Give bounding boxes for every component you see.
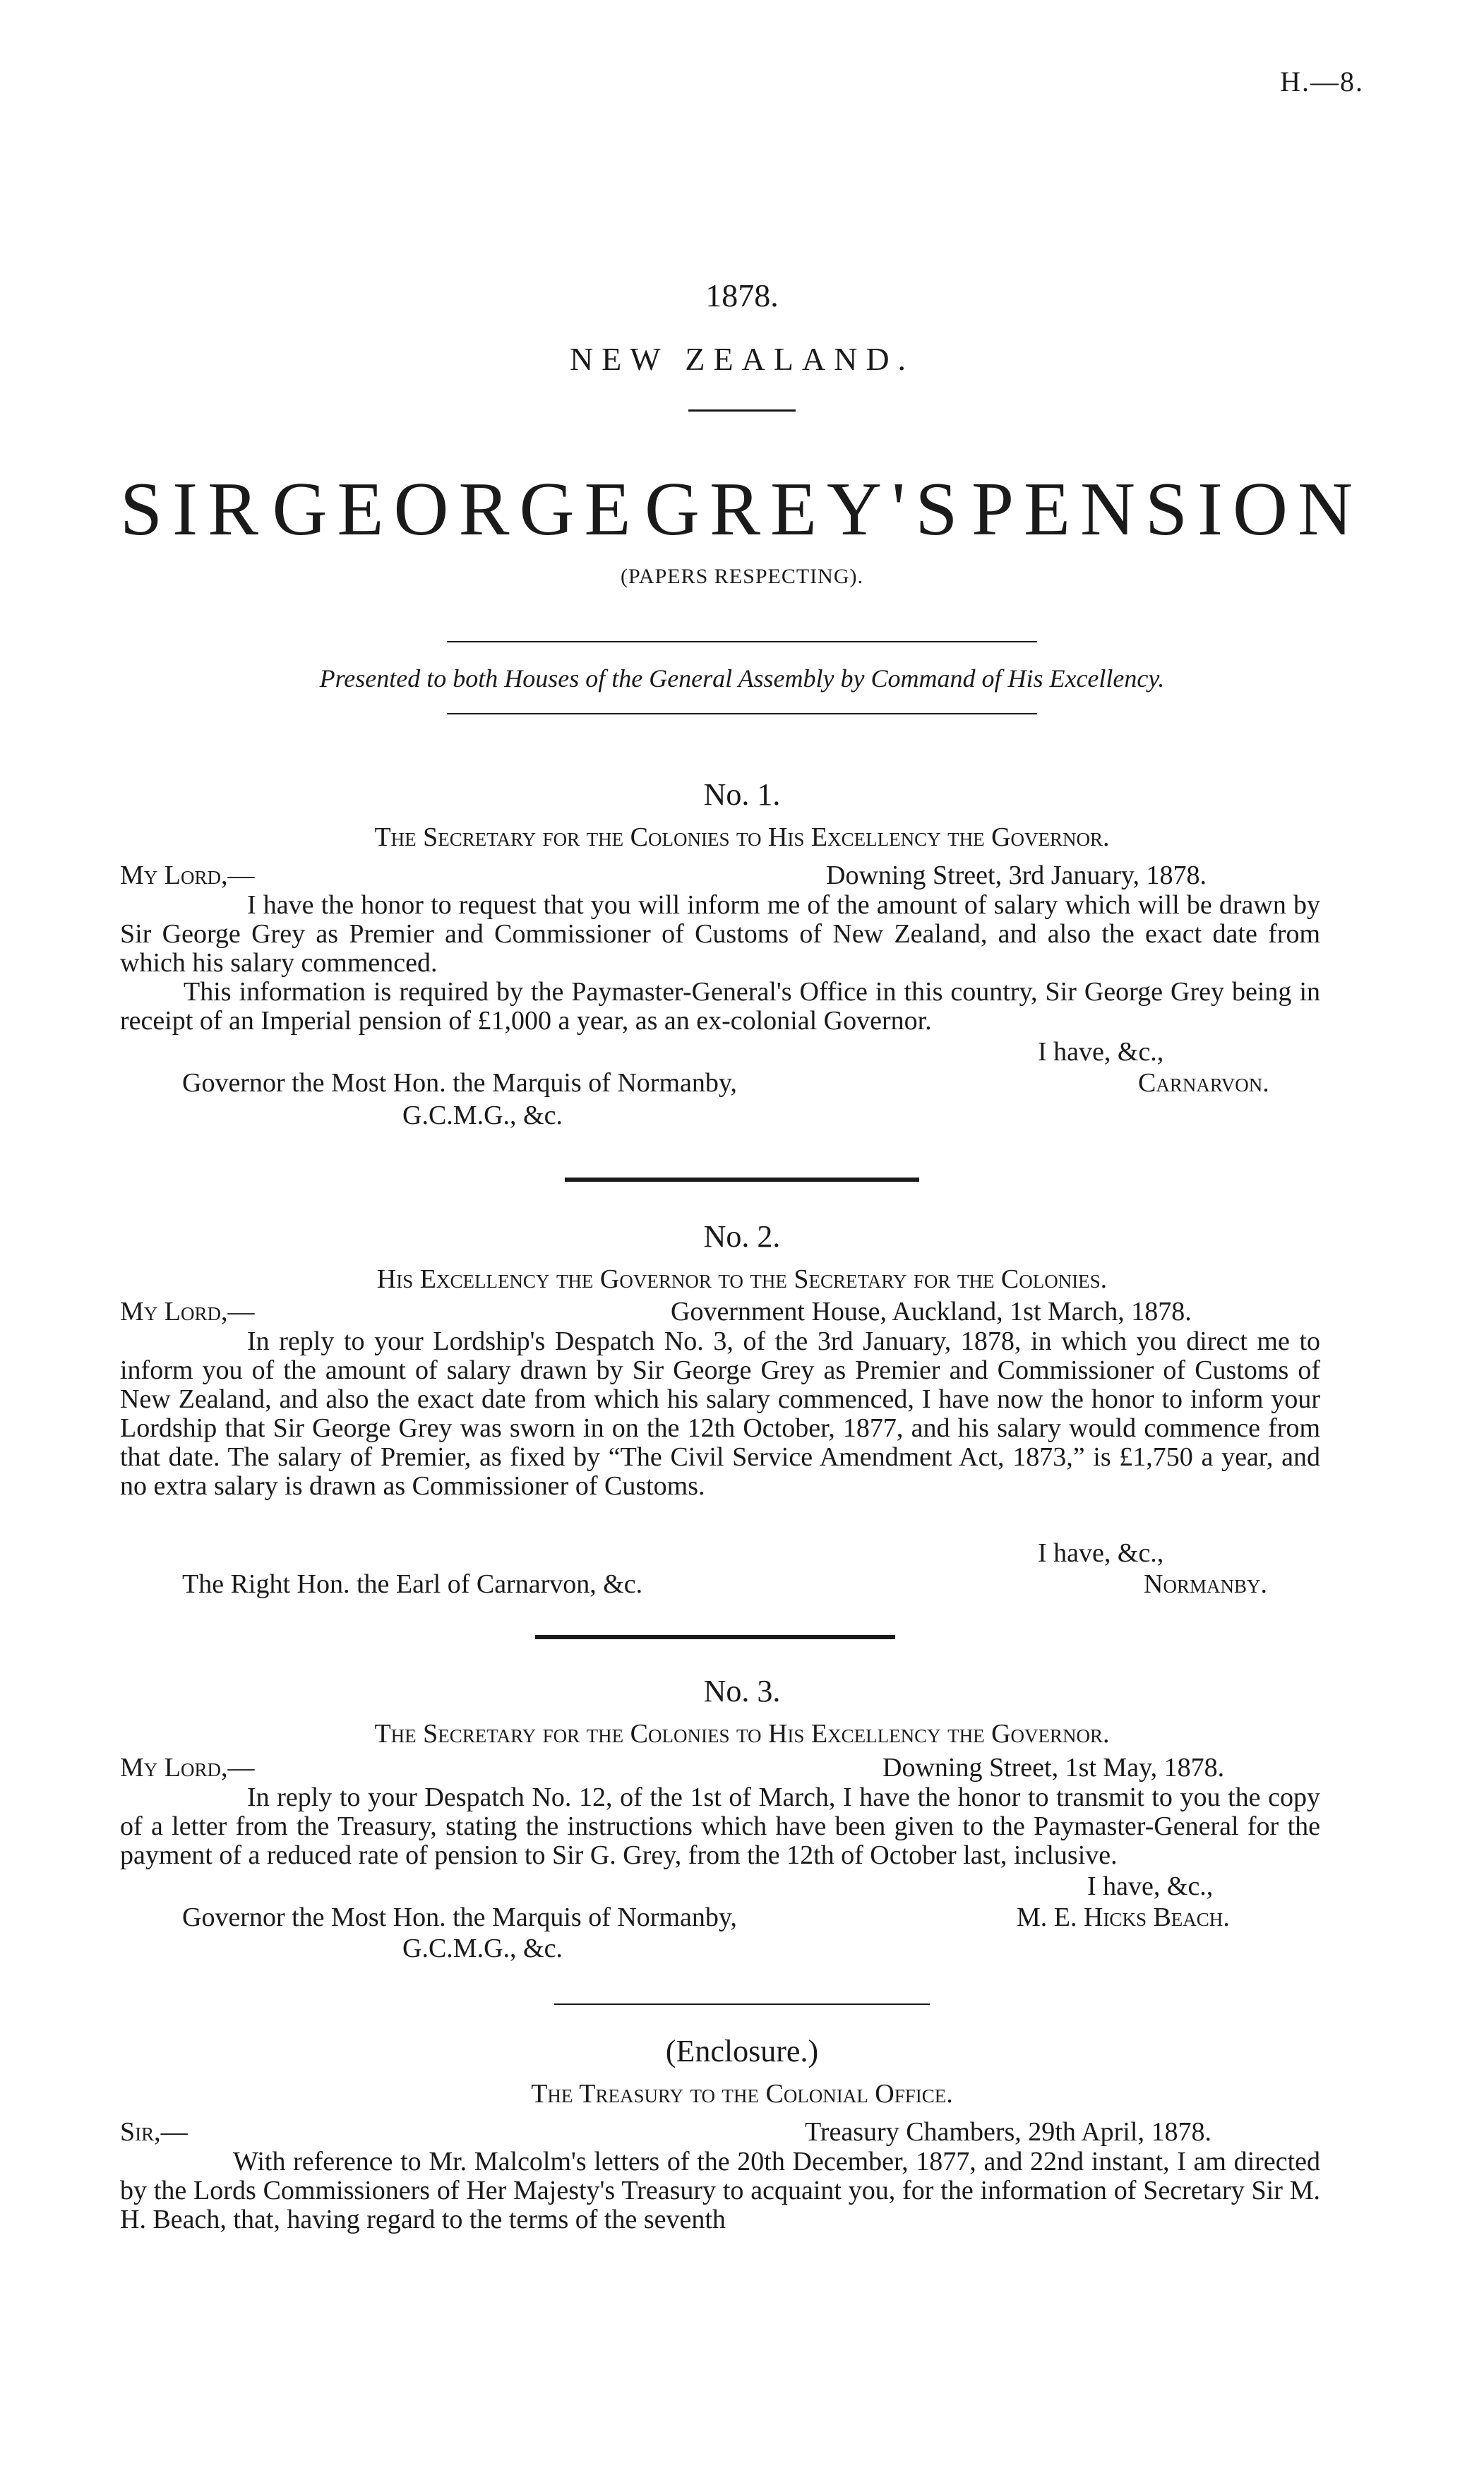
doc2-number: No. 2. — [703, 1219, 781, 1254]
doc1-place-date: Downing Street, 3rd January, 1878. — [826, 861, 1207, 890]
doc3-closing: I have, &c., — [1087, 1871, 1214, 1901]
enclosure-label: (Enclosure.) — [665, 2034, 819, 2068]
presented-rule-top — [447, 641, 1037, 642]
doc3-place-date: Downing Street, 1st May, 1878. — [882, 1753, 1225, 1783]
doc2-signature: Normanby. — [1144, 1569, 1267, 1599]
doc3-salutation: My Lord,— — [120, 1753, 255, 1783]
document-title — [120, 466, 1363, 553]
page-reference: H.—8. — [1280, 66, 1364, 97]
doc2-addressee: The Right Hon. the Earl of Carnarvon, &c. — [182, 1569, 643, 1599]
doc1-salutation: My Lord,— — [120, 861, 255, 890]
doc2-heading: His Excellency the Governor to the Secretary for the Colonies. — [376, 1264, 1108, 1294]
doc3-body — [120, 1783, 1320, 1870]
doc1-addressee-2: G.C.M.G., &c. — [402, 1101, 563, 1130]
doc3-signature: M. E. Hicks Beach. — [1017, 1903, 1230, 1932]
enclosure-salutation: Sir,— — [120, 2117, 188, 2147]
doc1-paragraph: I have the honor to request that you will inform me of the amount of salary which will be drawn by Sir George Grey as Premier and Commissioner of Customs of New Zealand, and also the exact date from which his salary commenced. — [120, 890, 1320, 978]
presented-rule-bottom — [447, 713, 1037, 714]
doc2-place-date: Government House, Auckland, 1st March, 1878. — [671, 1297, 1192, 1326]
doc2-salutation: My Lord,— — [120, 1297, 255, 1326]
doc3-paragraph: In reply to your Despatch No. 12, of the 1st of March, I have the honor to transmit to you the copy of a letter from the Treasury, stating the instructions which have been given to the Paymaster-General for the payment of a reduced rate of pension to Sir G. Grey, from the 12th of October last, inclusive. — [120, 1783, 1320, 1870]
title-rule — [688, 409, 796, 412]
doc3-heading: The Secretary for the Colonies to His Excellency the Governor. — [374, 1719, 1110, 1749]
enclosure-heading: The Treasury to the Colonial Office. — [531, 2079, 953, 2109]
country: NEW ZEALAND. — [569, 341, 915, 377]
title-word: SIR — [120, 467, 269, 551]
doc2-closing: I have, &c., — [1038, 1538, 1164, 1568]
doc2-body — [120, 1327, 1320, 1501]
doc1-paragraph: This information is required by the Paymaster-General's Office in this country, Sir George Grey being in receipt of an Imperial pension of £1,000 a year, as an ex-colonial Governor. — [120, 977, 1320, 1036]
presented-line: Presented to both Houses of the General Assembly by Command of His Excellency. — [319, 664, 1165, 693]
title-word: GEORGE — [272, 467, 641, 551]
year: 1878. — [705, 277, 779, 313]
title-word: PENSION — [971, 467, 1363, 551]
doc1-number: No. 1. — [703, 777, 781, 812]
doc1-signature: Carnarvon. — [1138, 1068, 1269, 1098]
section-divider — [535, 1635, 895, 1639]
doc3-addressee-2: G.C.M.G., &c. — [402, 1934, 563, 1963]
doc1-body — [120, 891, 1320, 1036]
enclosure-place-date: Treasury Chambers, 29th April, 1878. — [805, 2117, 1211, 2147]
section-divider — [565, 1178, 919, 1182]
doc1-heading: The Secretary for the Colonies to His Excellency the Governor. — [374, 822, 1110, 852]
doc1-addressee: Governor the Most Hon. the Marquis of Normanby, — [182, 1068, 737, 1098]
doc1-closing: I have, &c., — [1038, 1037, 1164, 1067]
subtitle: (PAPERS RESPECTING). — [621, 565, 863, 588]
enclosure-divider — [554, 2003, 930, 2005]
title-word: GREY'S — [644, 467, 968, 551]
enclosure-paragraph: With reference to Mr. Malcolm's letters of the 20th December, 1877, and 22nd instant, I am directed by the Lords Commissioners of Her Majesty's Treasury to acquaint you, for the information of Secretary Sir M. H. Beach, that, having regard to the terms of the seventh — [120, 2147, 1320, 2234]
doc3-number: No. 3. — [703, 1674, 781, 1708]
doc2-paragraph: In reply to your Lordship's Despatch No. 3, of the 3rd January, 1878, in which you direct me to inform you of the amount of salary drawn by Sir George Grey as Premier and Commissioner of Customs of New Zealand, and also the exact date from which his salary commenced, I have now the honor to inform your Lordship that Sir George Grey was sworn in on the 12th October, 1877, and his salary would commence from that date. The salary of Premier, as fixed by “The Civil Service Amendment Act, 1873,” is £1,750 a year, and no extra salary is drawn as Commissioner of Customs. — [120, 1326, 1320, 1501]
enclosure-body — [120, 2147, 1320, 2234]
doc3-addressee: Governor the Most Hon. the Marquis of Normanby, — [182, 1903, 737, 1932]
